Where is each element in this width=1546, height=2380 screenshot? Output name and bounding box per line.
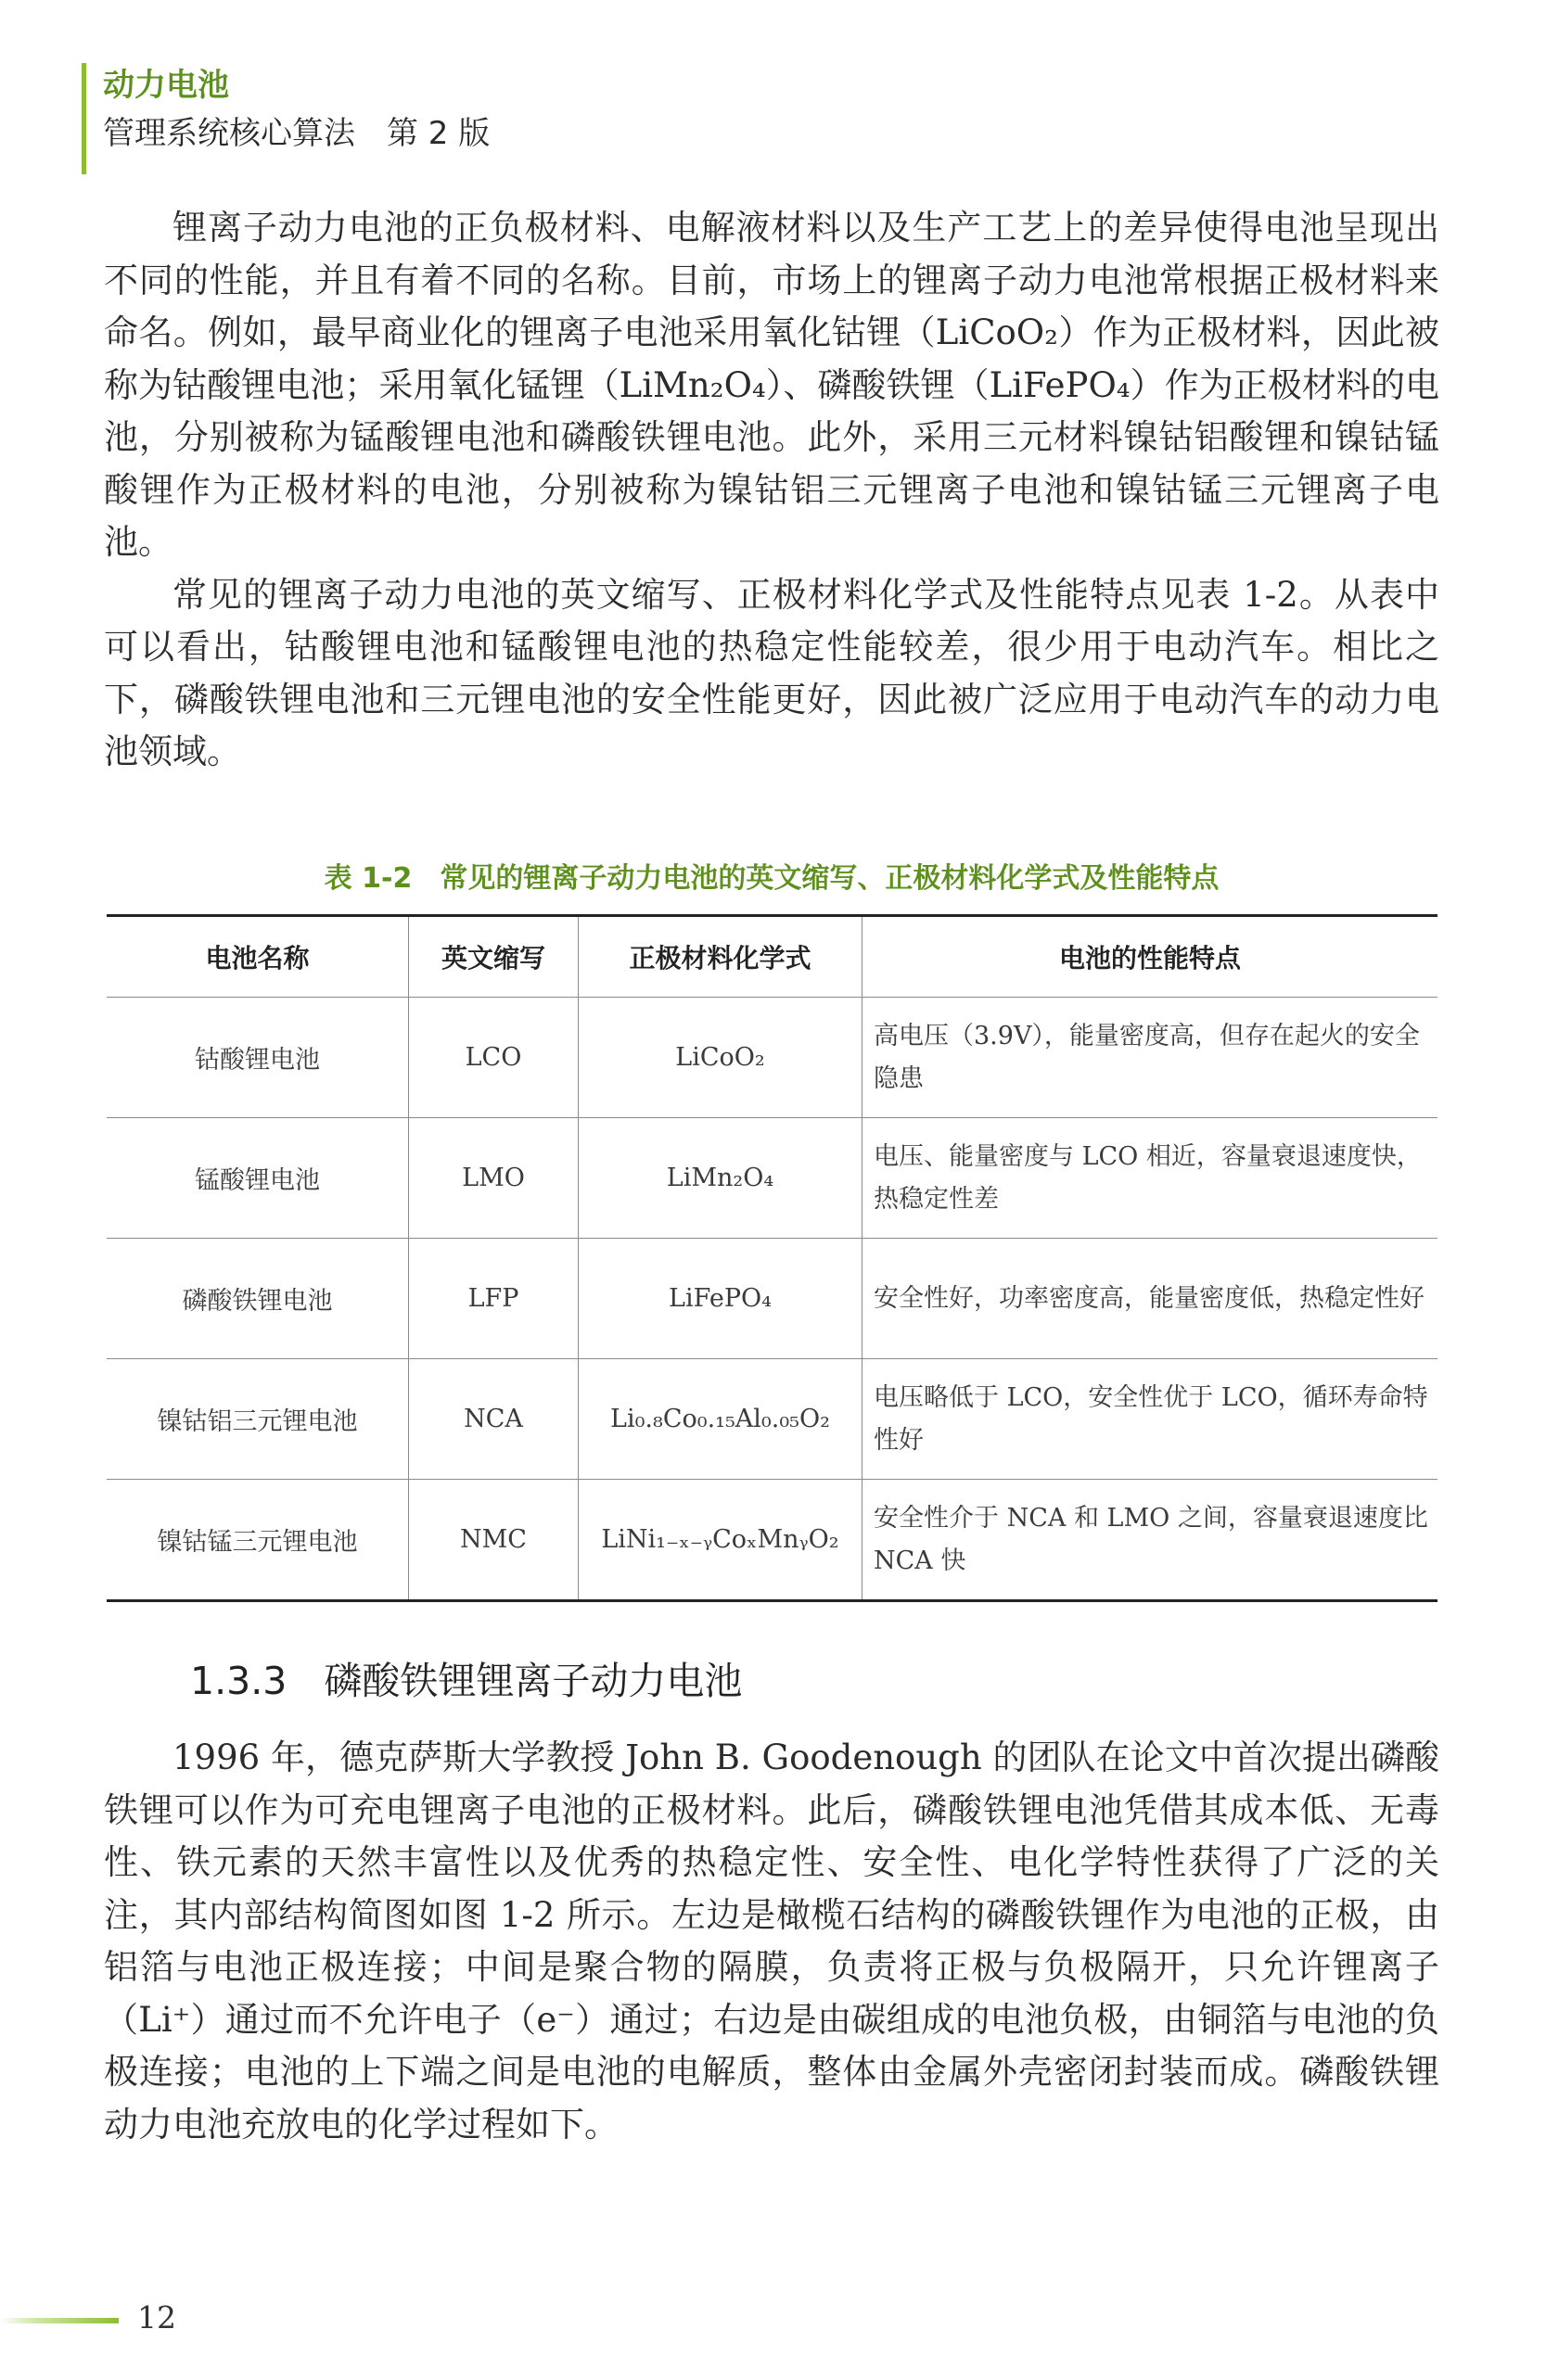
- paragraph: 常见的锂离子动力电池的英文缩写、正极材料化学式及性能特点见表 1-2。从表中可以看出，钴酸锂电池和锰酸锂电池的热稳定性能较差，很少用于电动汽车。相比之下，磷酸铁锂电池和三元锂电池的安全性能更好，因此被广泛应用于电动汽车的动力电池领域。: [104, 574, 1439, 771]
- page-number: 12: [137, 2299, 176, 2335]
- running-header: [82, 63, 490, 174]
- paragraph: 1996 年，德克萨斯大学教授 John B. Goodenough 的团队在论文中首次提出磷酸铁锂可以作为可充电锂离子电池的正极材料。此后，磷酸铁锂电池凭借其成本低、无毒性、铁元素的天然丰富性以及优秀的热稳定性、安全性、电化学特性获得了广泛的关注，其内部结构简图如图 1-2 所示。左边是橄榄石结构的磷酸铁锂作为电池的正极，由铝箔与电池正极连接；中间是聚合物的隔膜，负责将正极与负极隔开，只允许锂离子（Li⁺）通过而不允许电子（e⁻）通过；右边是由碳组成的电池负极，由铜箔与电池的负极连接；电池的上下端之间是电池的电解质，整体由金属外壳密闭封装而成。磷酸铁锂动力电池充放电的化学过程如下。: [104, 1737, 1439, 2145]
- table-cell: 安全性好，功率密度高，能量密度低，热稳定性好: [862, 1239, 1438, 1359]
- table-row: [107, 1359, 1437, 1480]
- table-cell: 磷酸铁锂电池: [107, 1239, 409, 1359]
- table-caption: 表 1-2 常见的锂离子动力电池的英文缩写、正极材料化学式及性能特点: [324, 862, 1220, 895]
- table-cell: 镍钴锰三元锂电池: [107, 1480, 409, 1601]
- book-subtitle: 管理系统核心算法 第 2 版: [103, 115, 491, 152]
- table-cell: LiMn₂O₄: [579, 1118, 862, 1239]
- table-cell: Li₀.₈Co₀.₁₅Al₀.₀₅O₂: [579, 1359, 862, 1480]
- table-row: [107, 1239, 1437, 1359]
- table-header-cell: 正极材料化学式: [579, 916, 862, 998]
- table-cell: LCO: [409, 998, 579, 1118]
- section-text: [104, 1732, 1439, 2151]
- table-header-cell: 电池名称: [107, 916, 409, 998]
- table-cell: LiCoO₂: [579, 998, 862, 1118]
- table-row: [107, 998, 1437, 1118]
- table-cell: 锰酸锂电池: [107, 1118, 409, 1239]
- table-row: [107, 1480, 1437, 1601]
- table-cell: 电压、能量密度与 LCO 相近，容量衰退速度快，热稳定性差: [862, 1118, 1438, 1239]
- table-cell: 钴酸锂电池: [107, 998, 409, 1118]
- footer-accent-bar: [0, 2318, 119, 2323]
- paragraph: 锂离子动力电池的正负极材料、电解液材料以及生产工艺上的差异使得电池呈现出不同的性能，并且有着不同的名称。目前，市场上的锂离子动力电池常根据正极材料来命名。例如，最早商业化的锂离子电池采用氧化钴锂（LiCoO₂）作为正极材料，因此被称为钴酸锂电池；采用氧化锰锂（LiMn₂O₄）、磷酸铁锂（LiFePO₄）作为正极材料的电池，分别被称为锰酸锂电池和磷酸铁锂电池。此外，采用三元材料镍钴铝酸锂和镍钴锰酸锂作为正极材料的电池，分别被称为镍钴铝三元锂离子电池和镍钴锰三元锂离子电池。: [104, 208, 1439, 562]
- table-row: [107, 1118, 1437, 1239]
- table-header-cell: 电池的性能特点: [862, 916, 1438, 998]
- table-cell: NCA: [409, 1359, 579, 1480]
- table-header-cell: 英文缩写: [409, 916, 579, 998]
- table-cell: LFP: [409, 1239, 579, 1359]
- table-cell: 镍钴铝三元锂电池: [107, 1359, 409, 1480]
- table-cell: LMO: [409, 1118, 579, 1239]
- table-cell: 高电压（3.9V），能量密度高，但存在起火的安全隐患: [862, 998, 1438, 1118]
- table-cell: LiFePO₄: [579, 1239, 862, 1359]
- book-title: 动力电池: [103, 67, 229, 104]
- table-cell: LiNi₁₋ₓ₋ᵧCoₓMnᵧO₂: [579, 1480, 862, 1601]
- intro-text: [104, 202, 1439, 779]
- section-title: 磷酸铁锂锂离子动力电池: [324, 1659, 743, 1703]
- battery-table: [107, 914, 1437, 1602]
- section-number: 1.3.3: [190, 1659, 287, 1703]
- table-cell: NMC: [409, 1480, 579, 1601]
- table-header-row: [107, 916, 1437, 998]
- section-heading: [190, 1650, 742, 1705]
- table-cell: 电压略低于 LCO，安全性优于 LCO，循环寿命特性好: [862, 1359, 1438, 1480]
- table-cell: 安全性介于 NCA 和 LMO 之间，容量衰退速度比 NCA 快: [862, 1480, 1438, 1601]
